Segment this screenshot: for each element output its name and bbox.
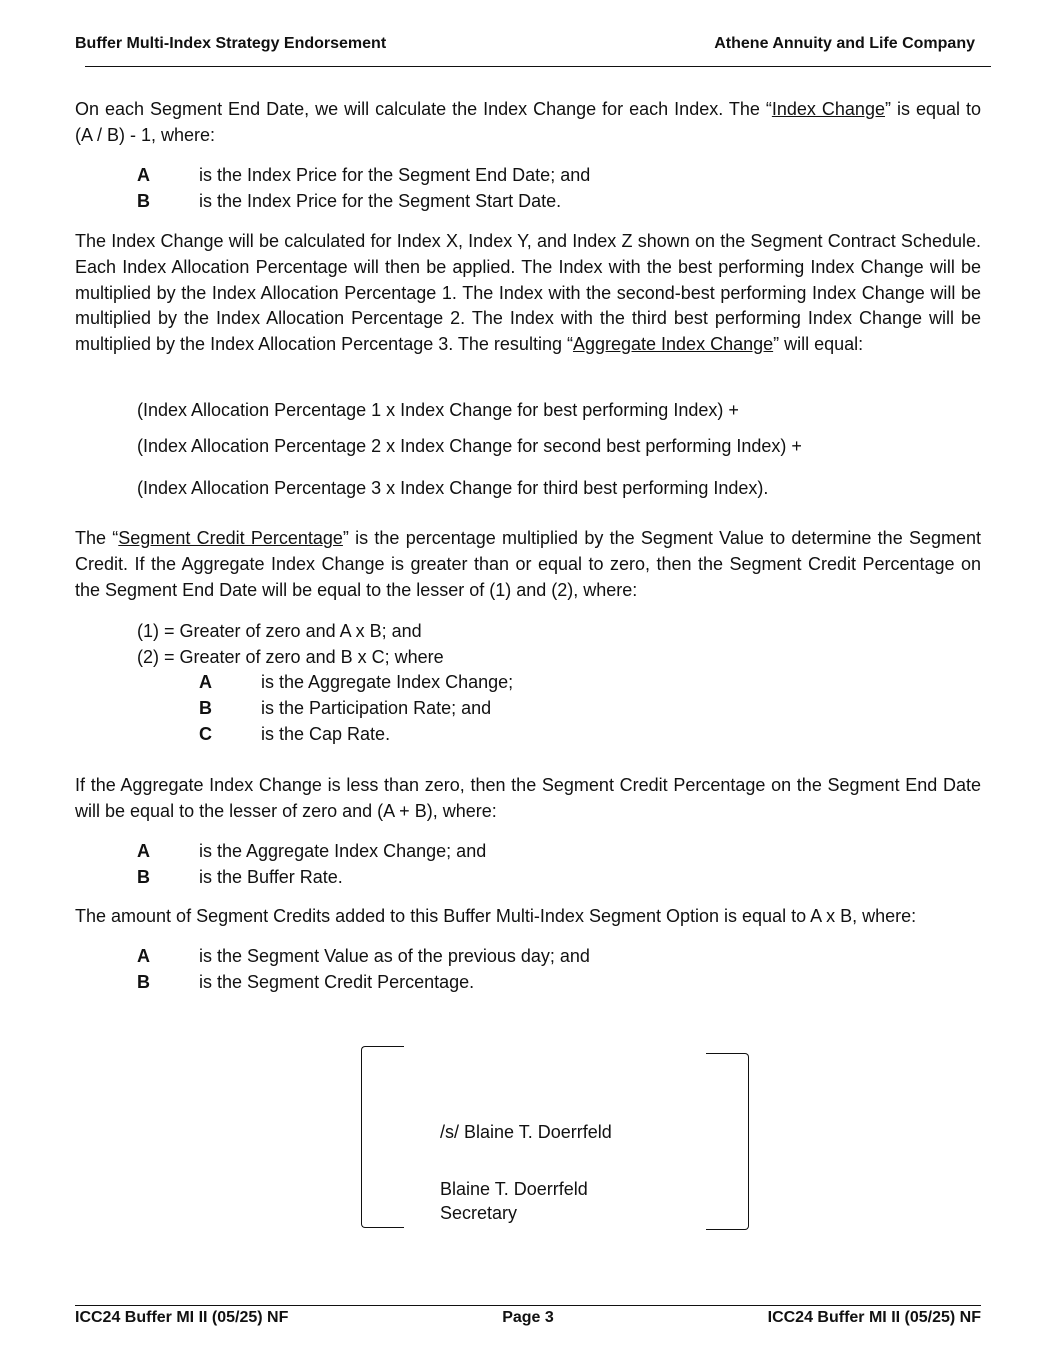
formula-line: (Index Allocation Percentage 3 x Index Change for third best performing Index).: [137, 478, 769, 498]
condition-line: (2) = Greater of zero and B x C; where: [137, 647, 444, 667]
header-document-title: Buffer Multi-Index Strategy Endorsement: [75, 35, 387, 52]
footer-rule: [75, 1305, 981, 1306]
index-change-term: Index Change: [771, 99, 885, 119]
segment-credit-percentage-paragraph: The “Segment Credit Percentage” is the percentage multiplied by the Segment Value to determine the Segment Credit. If the Aggregate Index Change is greater than or equal to zero, then the Segment Credit Percentage on the Segment End Date will be equal to the lesser of (1) and (2), where:: [75, 528, 982, 600]
page-footer: [75, 1309, 981, 1331]
signature-line: /s/ Blaine T. Doerrfeld: [440, 1122, 612, 1142]
signature-right-bracket: [706, 1053, 749, 1230]
formula-line: (Index Allocation Percentage 1 x Index Change for best performing Index) +: [137, 400, 739, 420]
aggregate-index-change-term: Aggregate Index Change: [572, 334, 774, 355]
segment-credits-paragraph: The amount of Segment Credits added to this Buffer Multi-Index Segment Option is equal to A x B, where:: [75, 906, 917, 926]
signature-left-bracket: [361, 1046, 404, 1228]
signatory-title: Secretary: [440, 1203, 518, 1223]
header-company-name: Athene Annuity and Life Company: [714, 35, 975, 52]
signatory-name: Blaine T. Doerrfeld: [440, 1179, 588, 1199]
index-change-paragraph: On each Segment End Date, we will calculate the Index Change for each Index. The “Index Change” is equal to (A / B) - 1, where:: [75, 99, 981, 145]
segment-credit-percentage-term: Segment Credit Percentage: [118, 528, 343, 548]
footer-form-number-left: ICC24 Buffer MI II (05/25) NF: [75, 1309, 289, 1326]
aggregate-index-paragraph: The Index Change will be calculated for Index X, Index Y, and Index Z shown on the Segment Contract Schedule. Each Index Allocation Percentage will then be applied. The Index with the best performing Index Change will be multiplied by the Index Allocation Percentage 1. The Index with the second-best performing Index Change will be multiplied by the Index Allocation Percentage 2. The Index with the third best performing Index Change will be multiplied by the Index Allocation Percentage 3. The resulting “Aggregate Index Change” will equal:: [75, 231, 981, 355]
condition-line: (1) = Greater of zero and A x B; and: [137, 621, 422, 641]
negative-change-paragraph: If the Aggregate Index Change is less than zero, then the Segment Credit Percentage on the Segment End Date will be equal to the lesser of zero and (A + B), where:: [75, 775, 981, 821]
footer-form-number-right: ICC24 Buffer MI II (05/25) NF: [767, 1309, 981, 1326]
header-rule: [85, 66, 991, 67]
page-header: [75, 35, 975, 57]
page-number: Page 3: [502, 1309, 554, 1326]
formula-line: (Index Allocation Percentage 2 x Index Change for second best performing Index) +: [137, 436, 802, 456]
